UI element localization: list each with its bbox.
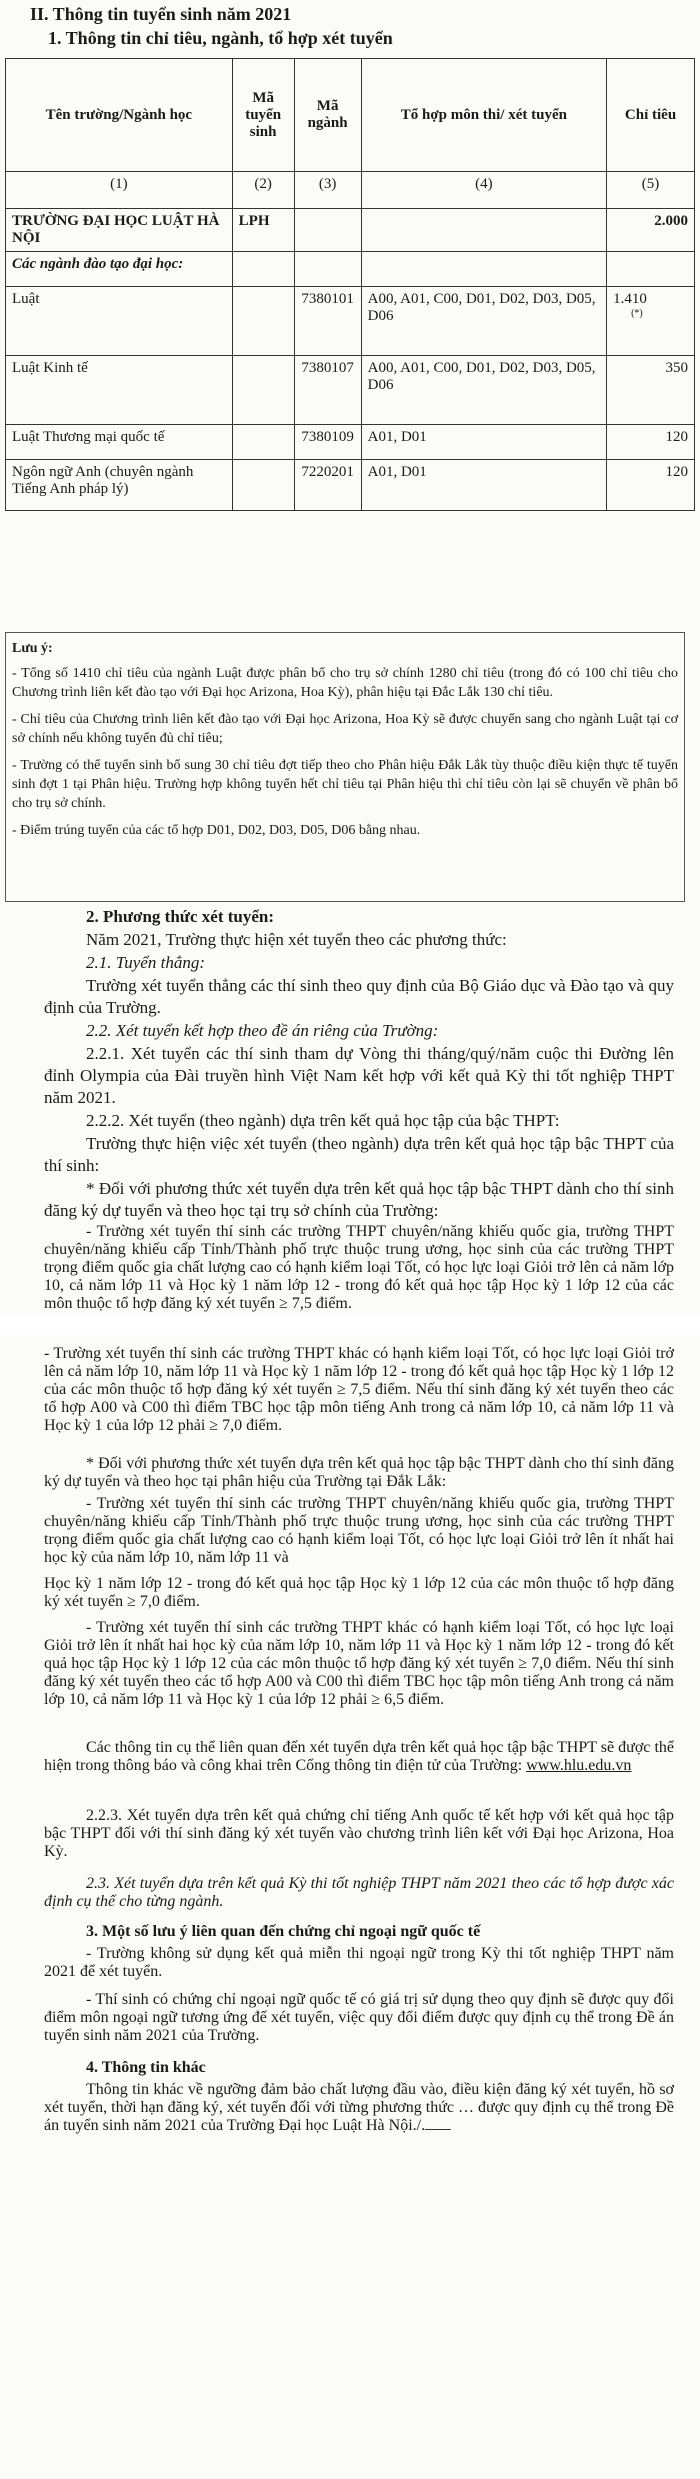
number-cell: (3) bbox=[294, 172, 361, 209]
major-code: 7380107 bbox=[294, 356, 361, 425]
major-name: Luật Thương mại quốc tế bbox=[6, 425, 233, 460]
empty-cell bbox=[232, 356, 294, 425]
section-3-title: 3. Một số lưu ý liên quan đến chứng chỉ ngoại ngữ quốc tế bbox=[86, 1923, 481, 1940]
major-combos: A00, A01, C00, D01, D02, D03, D05, D06 bbox=[361, 356, 606, 425]
empty-cell bbox=[232, 287, 294, 356]
notes-title: Lưu ý: bbox=[12, 641, 53, 656]
method-2-2-1: 2.2.1. Xét tuyển các thí sinh tham dự Vòng thi tháng/quý/năm cuộc thi Đường lên đỉnh Olympia của Đài truyền hình Việt Nam kết hợp với kết quả Kỳ thi tốt nghiệp THPT năm 2021. bbox=[44, 1044, 674, 1107]
table-header-row bbox=[6, 59, 695, 172]
section-4-text: Thông tin khác về ngưỡng đảm bảo chất lượng đầu vào, điều kiện đăng ký xét tuyển, hồ sơ xét tuyển, thời hạn đăng ký, xét tuyển đối với từng phương thức … được quy định cụ thể trong Đề án tuyển sinh năm 2021 của Trường Đại học Luật Hà Nội./. bbox=[44, 2081, 674, 2134]
criteria-paragraph-4: - Trường xét tuyển thí sinh các trường THPT khác có hạnh kiểm loại Tốt, có học lực loại Giỏi trở lên ít nhất hai học kỳ của năm lớp 10, năm lớp 11 và Học kỳ 1 năm lớp 12 - trong đó kết quả học tập Học kỳ 1 lớp 12 của các môn thuộc tổ hợp đăng ký xét tuyển ≥ 7,0 điểm. Nếu thí sinh đăng ký xét tuyển theo các tổ hợp A00 và C00 thì điểm TBC học tập môn tiếng Anh trong cả năm lớp 10, cả năm lớp 11 và Học kỳ 1 của lớp 12 phải ≥ 6,5 điểm. bbox=[44, 1619, 674, 1708]
number-cell: (1) bbox=[6, 172, 233, 209]
website-link[interactable]: www.hlu.edu.vn bbox=[526, 1757, 632, 1774]
empty-cell bbox=[232, 252, 294, 287]
star-paragraph-1: * Đối với phương thức xét tuyển dựa trên kết quả học tập bậc THPT dành cho thí sinh đăng ký dự tuyển và theo học tại trụ sở chính của Trường: bbox=[44, 1179, 674, 1220]
method-2-2-2-intro: Trường thực hiện việc xét tuyển (theo ngành) dựa trên kết quả học tập bậc THPT của thí sinh: bbox=[44, 1134, 674, 1175]
subsection-heading: 1. Thông tin chỉ tiêu, ngành, tổ hợp xét tuyển bbox=[48, 28, 393, 48]
note-item: - Tổng số 1410 chỉ tiêu của ngành Luật được phân bổ cho trụ sở chính 1280 chỉ tiêu (trong đó có 100 chỉ tiêu cho Chương trình liên kết đào tạo với Đại học Arizona, Hoa Kỳ), phân hiệu tại Đắc Lắk 130 chỉ tiêu. bbox=[12, 666, 678, 700]
major-name: Luật Kinh tế bbox=[6, 356, 233, 425]
major-quota: 350 bbox=[607, 356, 695, 425]
major-combos: A01, D01 bbox=[361, 425, 606, 460]
header-cell: Chỉ tiêu bbox=[607, 59, 695, 172]
major-name: Ngôn ngữ Anh (chuyên ngành Tiếng Anh pháp lý) bbox=[6, 460, 233, 511]
header-cell: Mã tuyển sinh bbox=[232, 59, 294, 172]
table-row bbox=[6, 356, 695, 425]
methods-title: 2. Phương thức xét tuyển: bbox=[86, 907, 275, 926]
signature-mark bbox=[425, 2117, 456, 2130]
empty-cell bbox=[294, 252, 361, 287]
university-code: LPH bbox=[232, 209, 294, 252]
criteria-paragraph-3-cont: Học kỳ 1 năm lớp 12 - trong đó kết quả học tập Học kỳ 1 lớp 12 của các môn thuộc tổ hợp đăng ký xét tuyển ≥ 7,0 điểm. bbox=[44, 1575, 674, 1610]
admission-table bbox=[5, 58, 695, 511]
empty-cell bbox=[361, 252, 606, 287]
major-quota: 1.410 bbox=[613, 291, 647, 307]
method-2-2-2: 2.2.2. Xét tuyển (theo ngành) dựa trên kết quả học tập của bậc THPT: bbox=[86, 1111, 560, 1130]
number-cell: (4) bbox=[361, 172, 606, 209]
section-4-para bbox=[44, 2081, 674, 2135]
section-heading: II. Thông tin tuyển sinh năm 2021 bbox=[30, 4, 292, 24]
section-label: Các ngành đào tạo đại học: bbox=[6, 252, 233, 287]
number-cell: (5) bbox=[607, 172, 695, 209]
major-combos: A01, D01 bbox=[361, 460, 606, 511]
criteria-paragraph-2: - Trường xét tuyển thí sinh các trường THPT khác có hạnh kiểm loại Tốt, có học lực loại Giỏi trở lên cả năm lớp 10, năm lớp 11 và Học kỳ 1 năm lớp 12 - trong đó kết quả học tập Học kỳ 1 lớp 12 của các môn thuộc tổ hợp đăng ký xét tuyển ≥ 7,5 điểm. Nếu thí sinh đăng ký xét tuyển theo các tổ hợp A00 và C00 thì điểm TBC học tập môn tiếng Anh trong cả năm lớp 10, cả năm lớp 11 và Học kỳ 1 của lớp 12 phải ≥ 7,0 điểm. bbox=[44, 1345, 674, 1434]
table-row bbox=[6, 287, 695, 356]
table-number-row bbox=[6, 172, 695, 209]
empty-cell bbox=[232, 460, 294, 511]
major-code: 7380101 bbox=[294, 287, 361, 356]
major-quota: 120 bbox=[607, 425, 695, 460]
notes-box bbox=[5, 632, 685, 902]
info-text: Các thông tin cụ thể liên quan đến xét tuyển dựa trên kết quả học tập bậc THPT sẽ được thể hiện trong thông báo và công khai trên Cổng thông tin điện tử của Trường: bbox=[44, 1739, 674, 1774]
empty-cell bbox=[232, 425, 294, 460]
major-code: 7380109 bbox=[294, 425, 361, 460]
method-2-1-title: 2.1. Tuyển thẳng: bbox=[86, 953, 205, 972]
quota-note: (*) bbox=[631, 308, 643, 319]
section-label-row bbox=[6, 252, 695, 287]
table-row bbox=[6, 425, 695, 460]
header-cell: Tên trường/Ngành học bbox=[6, 59, 233, 172]
university-row bbox=[6, 209, 695, 252]
note-item: - Chỉ tiêu của Chương trình liên kết đào tạo với Đại học Arizona, Hoa Kỳ sẽ được chuyển sang cho ngành Luật tại cơ sở chính nếu không tuyển đủ chỉ tiêu; bbox=[12, 712, 678, 746]
method-2-2-title: 2.2. Xét tuyển kết hợp theo đề án riêng của Trường: bbox=[86, 1021, 439, 1040]
section-4-title: 4. Thông tin khác bbox=[86, 2059, 206, 2076]
page-gap bbox=[0, 1315, 700, 1335]
empty-cell bbox=[607, 252, 695, 287]
page-sheet-2 bbox=[0, 1335, 700, 2479]
note-item: - Điểm trúng tuyển của các tổ hợp D01, D02, D03, D05, D06 bằng nhau. bbox=[12, 823, 421, 838]
table-row bbox=[6, 460, 695, 511]
star-paragraph-2: * Đối với phương thức xét tuyển dựa trên kết quả học tập bậc THPT dành cho thí sinh đăng ký dự tuyển và theo học tại phân hiệu của Trường tại Đắk Lắk: bbox=[44, 1455, 674, 1490]
note-item: - Trường có thể tuyển sinh bổ sung 30 chỉ tiêu đợt tiếp theo cho Phân hiệu Đắk Lắk tùy thuộc điều kiện thực tế tuyển sinh đợt 1 tại Phân hiệu. Trường hợp không tuyển hết chỉ tiêu tại Phân hiệu thì chỉ tiêu còn lại sẽ chuyển về phân bổ cho trụ sở chính. bbox=[12, 758, 678, 811]
major-code: 7220201 bbox=[294, 460, 361, 511]
method-2-2-3: 2.2.3. Xét tuyển dựa trên kết quả chứng chỉ tiếng Anh quốc tế kết hợp với kết quả học tập bậc THPT đối với thí sinh đăng ký xét tuyển vào chương trình liên kết với Đại học Arizona, Hoa Kỳ. bbox=[44, 1807, 674, 1860]
criteria-paragraph-3: - Trường xét tuyển thí sinh các trường THPT chuyên/năng khiếu quốc gia, trường THPT chuyên/năng khiếu cấp Tỉnh/Thành phố trực thuộc trung ương, học sinh của các trường THPT trọng điểm quốc gia chất lượng cao có hạnh kiểm loại Tốt, có học lực loại Giỏi trở lên ít nhất hai học kỳ của năm lớp 10, năm lớp 11 và bbox=[44, 1495, 674, 1566]
header-cell: Mã ngành bbox=[294, 59, 361, 172]
method-2-3: 2.3. Xét tuyển dựa trên kết quả Kỳ thi tốt nghiệp THPT năm 2021 theo các tổ hợp được xác định cụ thể cho từng ngành. bbox=[44, 1875, 674, 1910]
section-3-para-1: - Trường không sử dụng kết quả miễn thi ngoại ngữ trong Kỳ thi tốt nghiệp THPT năm 2021 để xét tuyển. bbox=[44, 1945, 674, 1980]
header-cell: Tổ hợp môn thi/ xét tuyển bbox=[361, 59, 606, 172]
major-combos: A00, A01, C00, D01, D02, D03, D05, D06 bbox=[361, 287, 606, 356]
methods-intro: Năm 2021, Trường thực hiện xét tuyển theo các phương thức: bbox=[86, 930, 507, 949]
major-quota: 120 bbox=[607, 460, 695, 511]
info-paragraph bbox=[44, 1739, 674, 1775]
major-name: Luật bbox=[6, 287, 233, 356]
university-quota: 2.000 bbox=[607, 209, 695, 252]
criteria-paragraph-1: - Trường xét tuyển thí sinh các trường THPT chuyên/năng khiếu quốc gia, trường THPT chuyên/năng khiếu cấp Tỉnh/Thành phố trực thuộc trung ương, học sinh của các trường THPT trọng điểm quốc gia chất lượng cao có hạnh kiểm loại Tốt, có học lực loại Giỏi trở lên cả năm lớp 10, cả năm lớp 11 và Học kỳ 1 năm lớp 12 - trong đó kết quả học tập Học kỳ 1 lớp 12 của các môn thuộc tổ hợp đăng ký xét tuyển ≥ 7,5 điểm. bbox=[44, 1223, 674, 1312]
method-2-1-text: Trường xét tuyển thẳng các thí sinh theo quy định của Bộ Giáo dục và Đào tạo và quy định của Trường. bbox=[44, 976, 674, 1017]
major-quota-cell bbox=[607, 287, 695, 356]
section-3-para-2: - Thí sinh có chứng chỉ ngoại ngữ quốc tế có giá trị sử dụng theo quy định sẽ được quy đổi điểm môn ngoại ngữ tương ứng để xét tuyển, việc quy đổi điểm được quy định cụ thể trong Đề án tuyển sinh năm 2021 của Trường. bbox=[44, 1991, 674, 2044]
empty-cell bbox=[361, 209, 606, 252]
university-name: TRƯỜNG ĐẠI HỌC LUẬT HÀ NỘI bbox=[6, 209, 233, 252]
empty-cell bbox=[294, 209, 361, 252]
number-cell: (2) bbox=[232, 172, 294, 209]
